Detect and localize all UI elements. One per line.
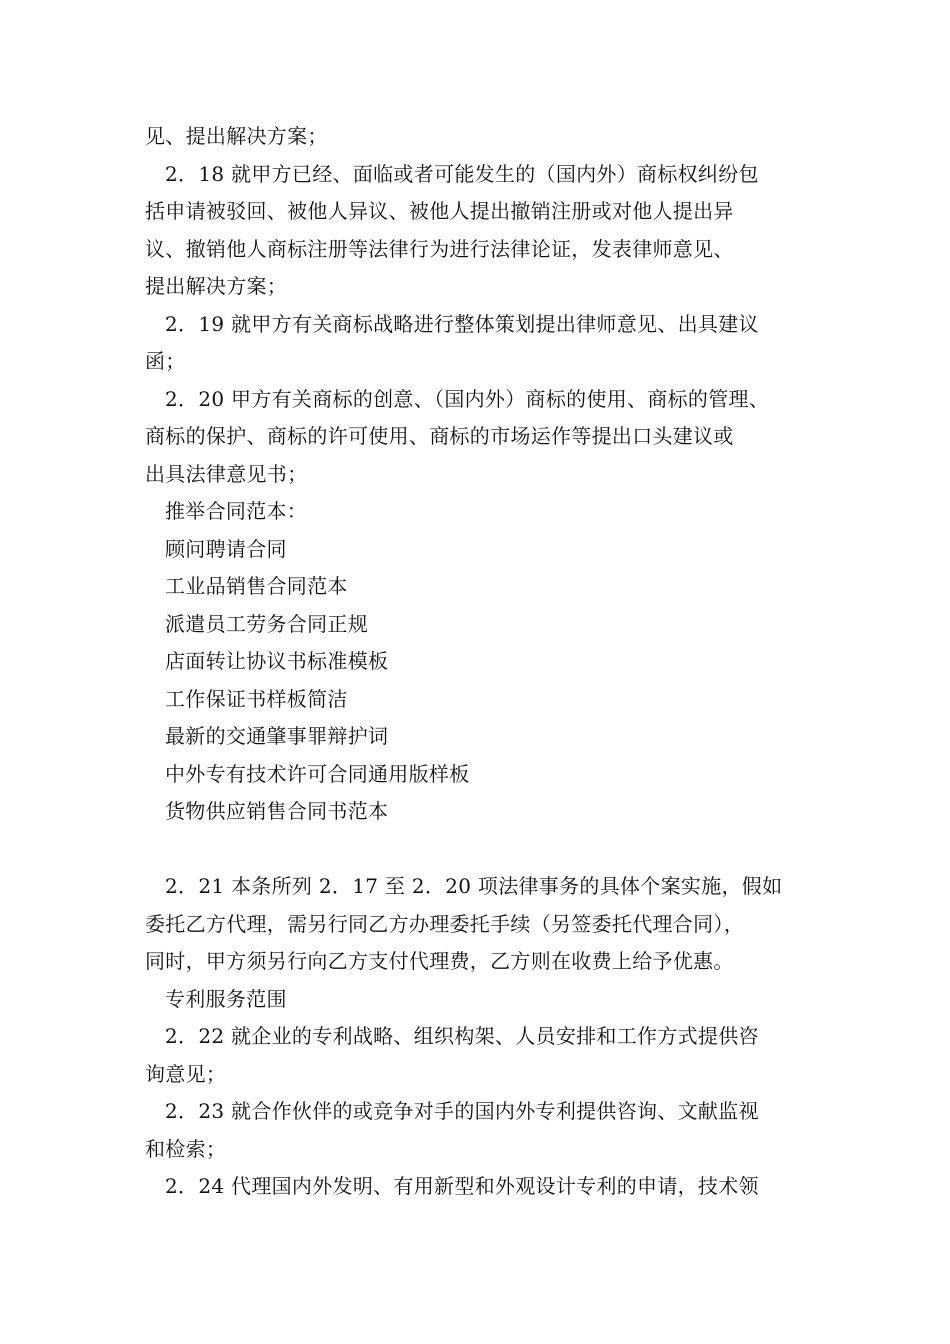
recommended-templates-heading: 推举合同范本： xyxy=(165,499,308,523)
clause-2-20-line: 2．20 甲方有关商标的创意、（国内外）商标的使用、商标的管理、 xyxy=(165,386,770,411)
clause-2-22-line: 2．22 就企业的专利战略、组织构架、人员安排和工作方式提供咨 xyxy=(165,1024,759,1048)
paragraph-line: 提出解决方案； xyxy=(145,274,288,298)
paragraph-line: 出具法律意见书； xyxy=(145,461,308,486)
template-link-item[interactable]: 工作保证书样板简洁 xyxy=(165,686,348,711)
clause-2-19-line: 2．19 就甲方有关商标战略进行整体策划提出律师意见、出具建议 xyxy=(165,311,759,336)
paragraph-line: 括申请被驳回、被他人异议、被他人提出撤销注册或对他人提出异 xyxy=(145,199,734,223)
paragraph-line: 函； xyxy=(145,349,186,373)
patent-services-heading: 专利服务范围 xyxy=(165,986,287,1011)
template-link-item[interactable]: 店面转让协议书标准模板 xyxy=(165,649,389,673)
blank-line xyxy=(145,831,835,869)
clause-2-18-line: 2．18 就甲方已经、面临或者可能发生的（国内外）商标权纠纷包 xyxy=(165,161,759,186)
template-link-item[interactable]: 派遣员工劳务合同正规 xyxy=(165,611,368,636)
template-link-item[interactable]: 货物供应销售合同书范本 xyxy=(165,799,389,823)
document-body xyxy=(145,118,835,1206)
paragraph-line: 同时，甲方须另行向乙方支付代理费，乙方则在收费上给予优惠。 xyxy=(145,949,734,973)
template-link-item[interactable]: 顾问聘请合同 xyxy=(165,536,287,561)
clause-2-21-line: 2．21 本条所列 2．17 至 2．20 项法律事务的具体个案实施，假如 xyxy=(165,874,783,898)
clause-2-24-line: 2．24 代理国内外发明、有用新型和外观设计专利的申请，技术领 xyxy=(165,1174,759,1198)
template-link-item[interactable]: 中外专有技术许可合同通用版样板 xyxy=(165,761,470,786)
clause-2-23-line: 2．23 就合作伙伴的或竞争对手的国内外专利提供咨询、文献监视 xyxy=(165,1099,759,1123)
paragraph-line: 商标的保护、商标的许可使用、商标的市场运作等提出口头建议或 xyxy=(145,424,734,448)
paragraph-line: 议、撤销他人商标注册等法律行为进行法律论证，发表律师意见、 xyxy=(145,236,734,261)
paragraph-line: 询意见； xyxy=(145,1061,227,1086)
template-link-item[interactable]: 最新的交通肇事罪辩护词 xyxy=(165,724,389,748)
template-link-item[interactable]: 工业品销售合同范本 xyxy=(165,574,348,598)
paragraph-line: 见、提出解决方案； xyxy=(145,124,328,148)
paragraph-line: 和检索； xyxy=(145,1136,227,1161)
paragraph-line: 委托乙方代理，需另行同乙方办理委托手续（另签委托代理合同）， xyxy=(145,911,744,936)
